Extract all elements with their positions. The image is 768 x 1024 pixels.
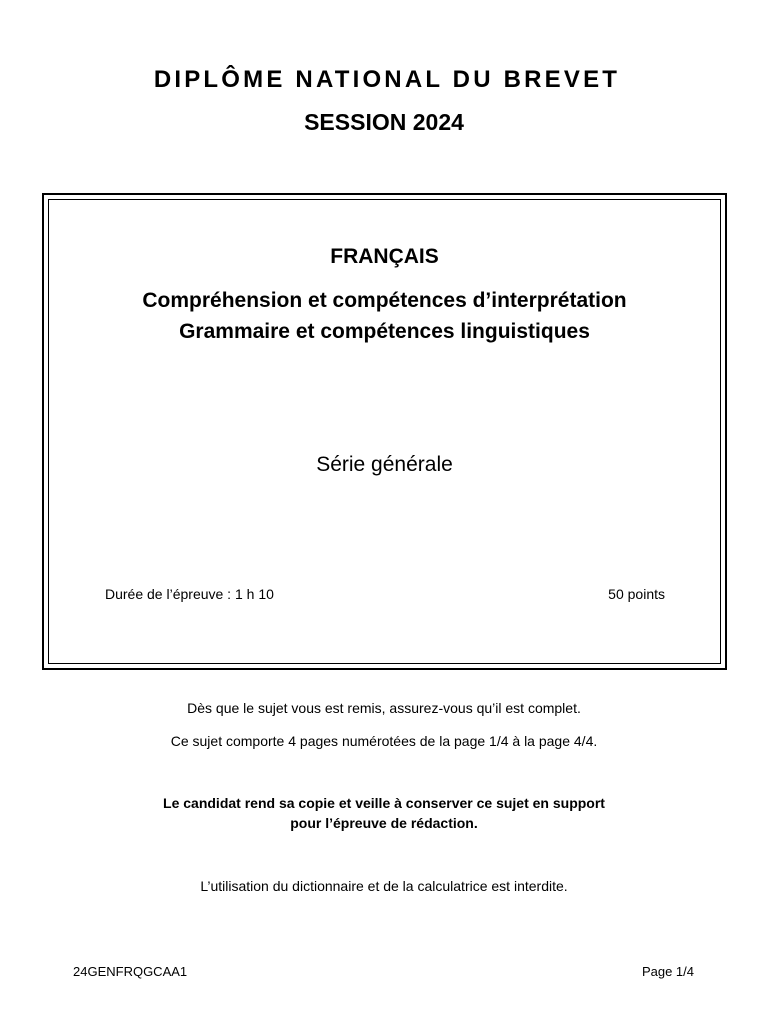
page-number: Page 1/4 (641, 964, 694, 979)
document-code: 24GENFRQGCAA1 (73, 964, 188, 979)
exam-part-comprehension: Compréhension et compétences d’interprétation (142, 289, 627, 312)
exam-series: Série générale (316, 453, 453, 476)
exam-part-grammar: Grammaire et compétences linguistiques (179, 320, 590, 343)
instruction-forbidden-tools: L’utilisation du dictionnaire et de la calculatrice est interdite. (200, 878, 568, 894)
cover-box-inner-border (48, 199, 721, 664)
instruction-keep-subject-line-1: Le candidat rend sa copie et veille à conserver ce sujet en support (163, 795, 605, 811)
instruction-check-complete: Dès que le sujet vous est remis, assurez-vous qu’il est complet. (187, 700, 581, 716)
cover-box (42, 193, 727, 670)
subject-title: FRANÇAIS (330, 245, 439, 268)
exam-duration: Durée de l’épreuve : 1 h 10 (105, 586, 274, 602)
instruction-keep-subject-line-2: pour l’épreuve de rédaction. (290, 815, 478, 831)
instruction-page-count: Ce sujet comporte 4 pages numérotées de la page 1/4 à la page 4/4. (170, 733, 598, 749)
exam-title: DIPLÔME NATIONAL DU BREVET (153, 66, 621, 93)
session-year: SESSION 2024 (304, 109, 464, 135)
exam-points: 50 points (608, 586, 665, 602)
